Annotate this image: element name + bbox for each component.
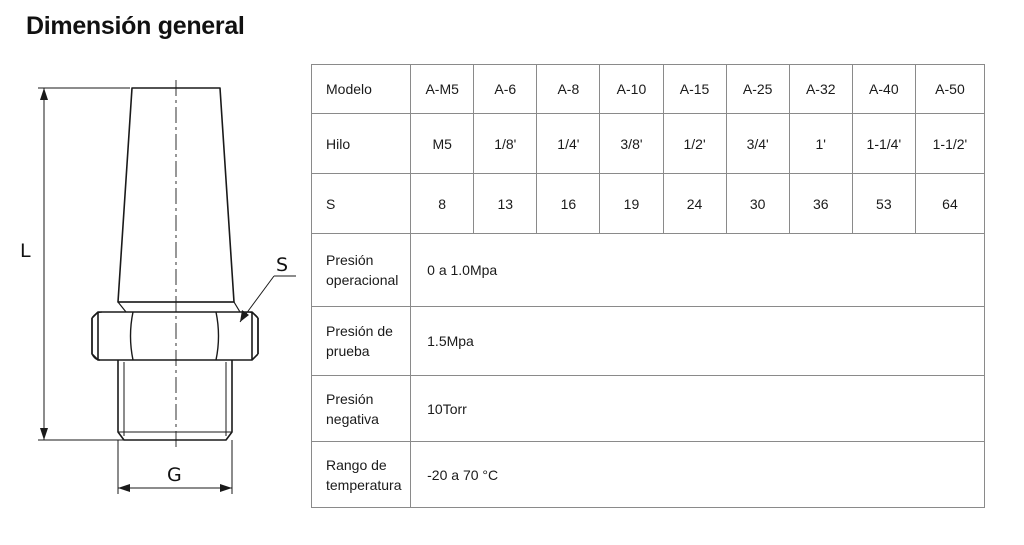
page-title: Dimensión general bbox=[26, 12, 245, 40]
row-header-presion-prueba bbox=[312, 307, 411, 376]
model-cell: A-15 bbox=[663, 65, 726, 114]
row-header-line: Presión bbox=[326, 252, 374, 268]
row-header-hilo: Hilo bbox=[312, 114, 411, 174]
thread-cell: 1/4' bbox=[537, 114, 600, 174]
model-cell: A-8 bbox=[537, 65, 600, 114]
dimension-label-g: G bbox=[167, 464, 182, 486]
s-cell: 64 bbox=[915, 174, 984, 234]
table-row-modelo bbox=[312, 65, 985, 114]
table-row-presion-prueba bbox=[312, 307, 985, 376]
table-row-s bbox=[312, 174, 985, 234]
thread-cell: 1/2' bbox=[663, 114, 726, 174]
specification-table bbox=[311, 64, 985, 508]
table-row-hilo bbox=[312, 114, 985, 174]
s-cell: 13 bbox=[474, 174, 537, 234]
row-header-presion-negativa bbox=[312, 376, 411, 442]
model-cell: A-32 bbox=[789, 65, 852, 114]
row-header-line: Presión bbox=[326, 390, 374, 407]
dimension-label-l: L bbox=[20, 240, 31, 262]
s-cell: 36 bbox=[789, 174, 852, 234]
thread-cell: 1-1/4' bbox=[852, 114, 915, 174]
thread-cell: 3/4' bbox=[726, 114, 789, 174]
row-header-modelo: Modelo bbox=[312, 65, 411, 114]
rango-temperatura-value: -20 a 70 °C bbox=[411, 442, 985, 508]
row-header-s: S bbox=[312, 174, 411, 234]
presion-operacional-value: 0 a 1.0Mpa bbox=[411, 234, 985, 307]
row-header-line: operacional bbox=[326, 272, 399, 288]
dimension-label-s: S bbox=[276, 254, 289, 276]
model-cell: A-M5 bbox=[411, 65, 474, 114]
thread-cell: M5 bbox=[411, 114, 474, 174]
row-header-rango-temperatura bbox=[312, 442, 411, 508]
table-row-presion-operacional bbox=[312, 234, 985, 307]
row-header-line: Presión de bbox=[326, 323, 393, 339]
model-cell: A-10 bbox=[600, 65, 663, 114]
thread-cell: 1-1/2' bbox=[915, 114, 984, 174]
model-cell: A-6 bbox=[474, 65, 537, 114]
table-row-presion-negativa bbox=[312, 376, 985, 442]
s-cell: 19 bbox=[600, 174, 663, 234]
model-cell: A-50 bbox=[915, 65, 984, 114]
thread-cell: 1/8' bbox=[474, 114, 537, 174]
hex-nut bbox=[92, 312, 258, 360]
s-cell: 53 bbox=[852, 174, 915, 234]
presion-negativa-value: 10Torr bbox=[411, 376, 985, 442]
silencer-technical-drawing bbox=[0, 0, 310, 545]
thread-cell: 3/8' bbox=[600, 114, 663, 174]
s-cell: 30 bbox=[726, 174, 789, 234]
row-header-presion-operacional bbox=[312, 234, 411, 307]
model-cell: A-40 bbox=[852, 65, 915, 114]
s-cell: 8 bbox=[411, 174, 474, 234]
row-header-line: Rango de bbox=[326, 456, 387, 473]
thread-cell: 1' bbox=[789, 114, 852, 174]
thread-shank bbox=[118, 360, 232, 440]
s-cell: 16 bbox=[537, 174, 600, 234]
model-cell: A-25 bbox=[726, 65, 789, 114]
table-row-rango-temperatura bbox=[312, 442, 985, 508]
row-header-line: prueba bbox=[326, 343, 370, 359]
s-cell: 24 bbox=[663, 174, 726, 234]
presion-prueba-value: 1.5Mpa bbox=[411, 307, 985, 376]
row-header-line: temperatura bbox=[326, 476, 402, 493]
row-header-line: negativa bbox=[326, 410, 379, 427]
